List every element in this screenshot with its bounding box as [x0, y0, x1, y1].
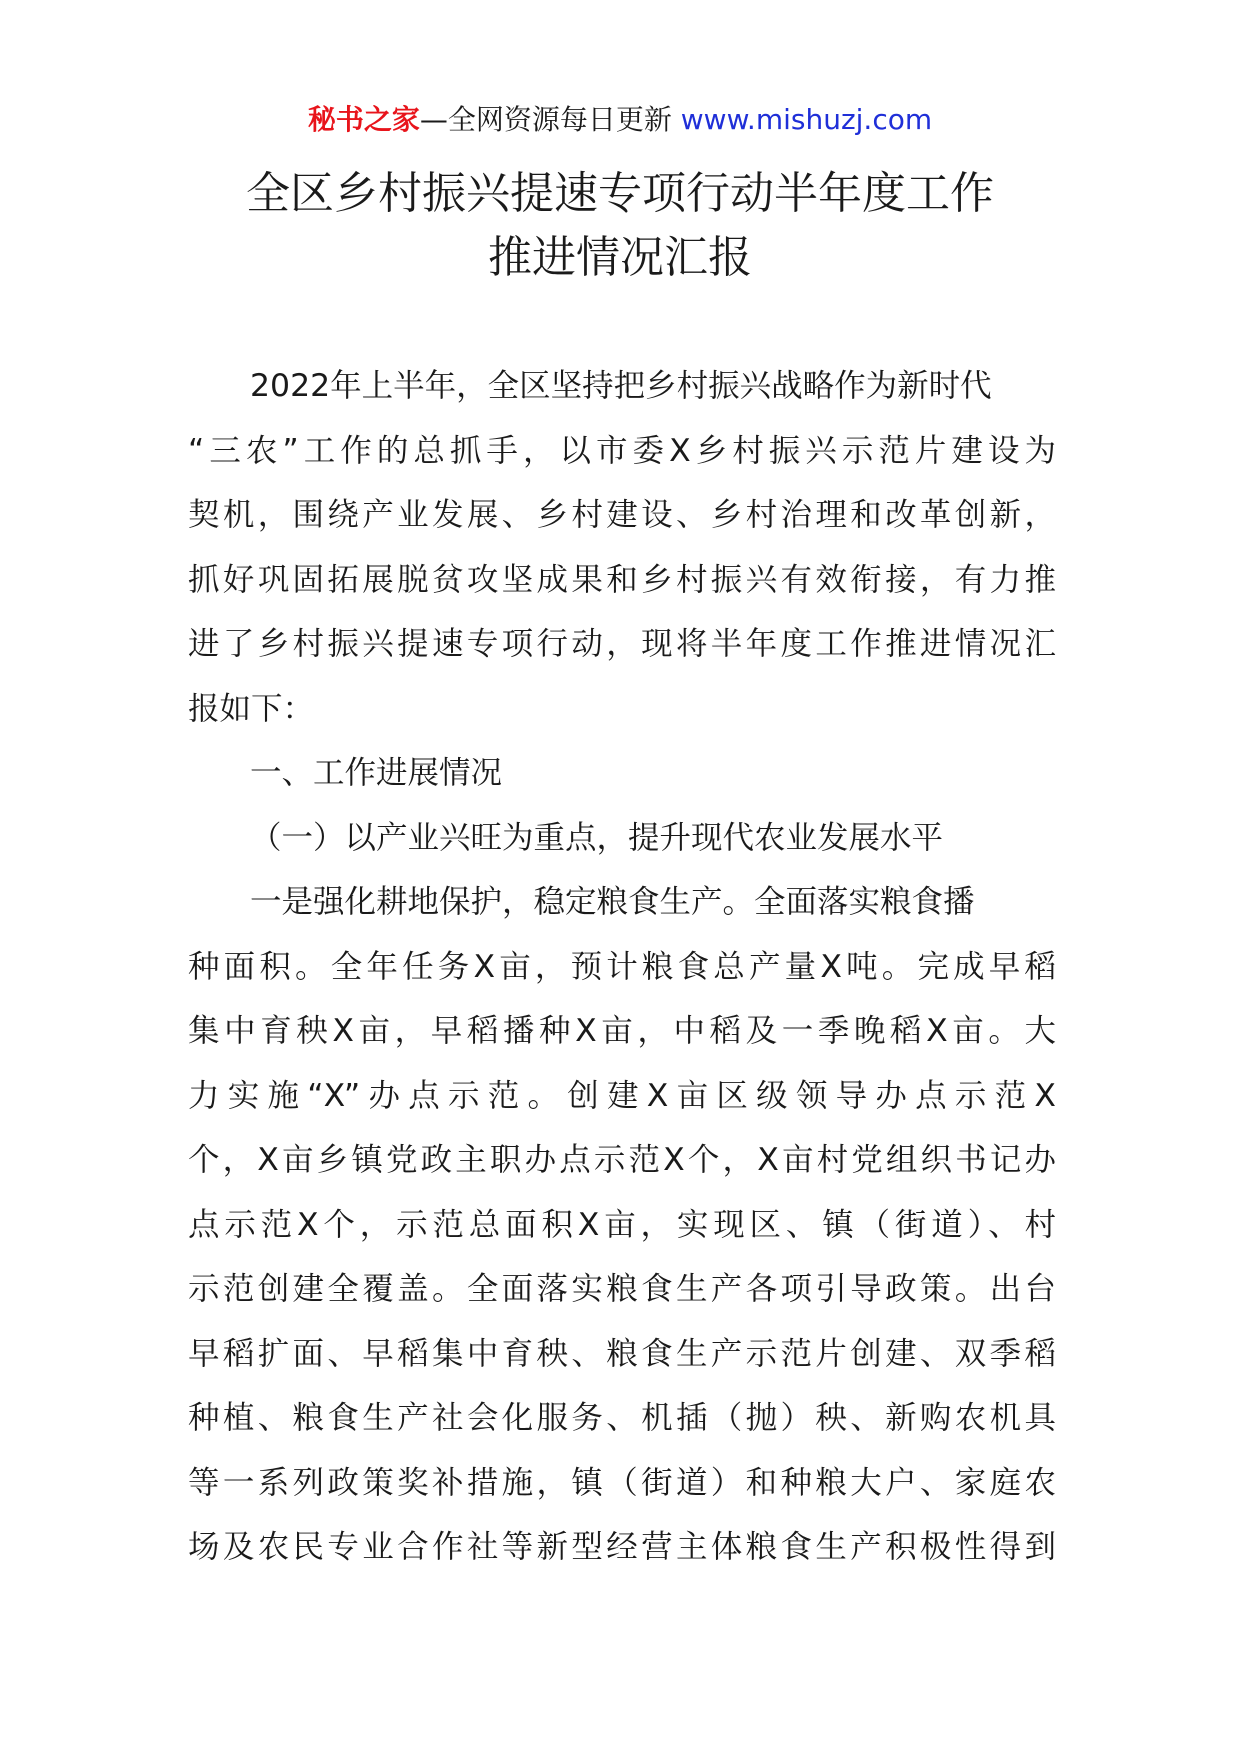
document-title-line-2: 推进情况汇报	[488, 232, 752, 283]
section-heading: 一、工作进展情况	[250, 755, 503, 791]
body-paragraph-line: 点示范X个，示范总面积X亩，实现区、镇（街道）、村	[188, 1206, 1056, 1243]
body-paragraph-line: 等一系列政策奖补措施，镇（街道）和种粮大户、家庭农	[188, 1464, 1056, 1501]
intro-paragraph-line: 报如下：	[188, 690, 315, 727]
body-paragraph-line: 示范创建全覆盖。全面落实粮食生产各项引导政策。出台	[188, 1271, 1056, 1307]
body-paragraph-line: 力实施“X”办点示范。创建X亩区级领导办点示范X	[188, 1077, 1056, 1114]
body-paragraph-line: 种面积。全年任务X亩，预计粮食总产量X吨。完成早稻	[188, 948, 1056, 985]
document-title	[0, 162, 1240, 290]
subsection-heading: （一）以产业兴旺为重点，提升现代农业发展水平	[250, 819, 944, 856]
document-title-line-1: 全区乡村振兴提速专项行动半年度工作	[246, 168, 994, 219]
intro-paragraph-line: 契机，围绕产业发展、乡村建设、乡村治理和改革创新，	[188, 497, 1056, 533]
site-header	[0, 100, 1240, 140]
body-paragraph-line: 早稻扩面、早稻集中育秧、粮食生产示范片创建、双季稻	[188, 1335, 1056, 1372]
intro-paragraph-line: 2022年上半年，全区坚持把乡村振兴战略作为新时代	[250, 368, 992, 404]
body-paragraph-line: 个，X亩乡镇党政主职办点示范X个，X亩村党组织书记办	[188, 1142, 1056, 1178]
intro-paragraph-line: “三农”工作的总抓手，以市委X乡村振兴示范片建设为	[188, 432, 1056, 469]
intro-paragraph-line: 抓好巩固拓展脱贫攻坚成果和乡村振兴有效衔接，有力推	[188, 561, 1056, 598]
body-paragraph-line: 场及农民专业合作社等新型经营主体粮食生产积极性得到	[188, 1529, 1056, 1565]
body-paragraph-line: 种植、粮食生产社会化服务、机插（抛）秧、新购农机具	[188, 1400, 1056, 1436]
body-paragraph-line: 一是强化耕地保护，稳定粮食生产。全面落实粮食播	[250, 884, 975, 920]
site-url-link[interactable]: www.mishuzj.com	[680, 103, 933, 136]
site-name: 秘书之家	[307, 103, 420, 136]
body-paragraph-line: 集中育秧X亩，早稻播种X亩，中稻及一季晚稻X亩。大	[188, 1013, 1056, 1049]
intro-paragraph-line: 进了乡村振兴提速专项行动，现将半年度工作推进情况汇	[188, 626, 1056, 662]
site-slogan: —全网资源每日更新	[419, 103, 681, 136]
document-body	[188, 354, 1056, 1580]
